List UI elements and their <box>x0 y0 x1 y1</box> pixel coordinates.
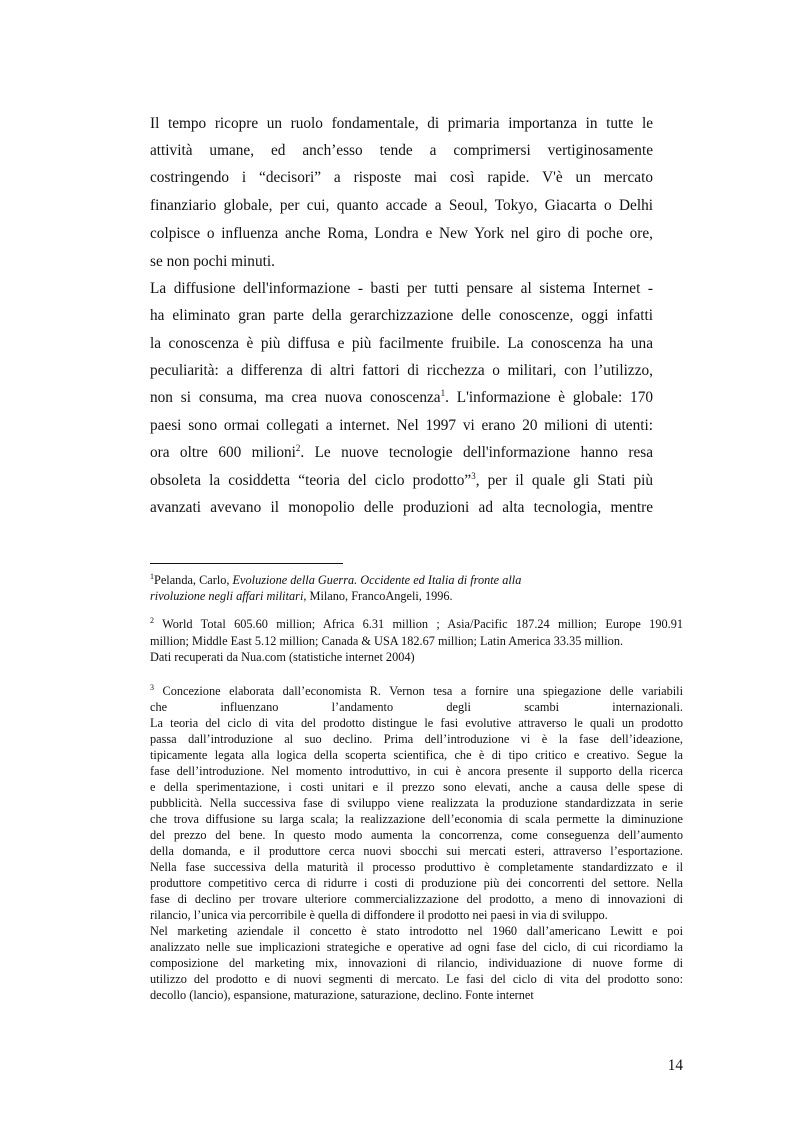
body-line: paesi sono ormai collegati a internet. Nel 1997 vi erano 20 milioni di utenti: <box>150 417 653 434</box>
footnote-line: e della sperimentazione, i costi unitari e il prezzo sono elevati, anche a causa delle spese di <box>150 780 683 794</box>
footnote-line <box>150 589 683 604</box>
footnote-ref-1[interactable]: 1 <box>440 387 446 398</box>
footnote-text: World Total 605.60 million; Africa 6.31 million ; Asia/Pacific 187.24 million; Europe 190.91 <box>162 617 683 631</box>
footnote-line: decollo (lancio), espansione, maturazione, saturazione, declino. Fonte internet <box>150 988 534 1002</box>
footnote-line: composizione del marketing mix, innovazioni di rilancio, individuazione di nuove forme di <box>150 956 683 970</box>
footnote-ref-3[interactable]: 3 <box>471 470 476 481</box>
body-line: finanziario globale, per cui, quanto accade a Seoul, Tokyo, Giacarta o Delhi <box>150 197 653 214</box>
footnote-title: rivoluzione negli affari militari <box>150 589 304 603</box>
body-line <box>150 471 653 491</box>
footnote-line: La teoria del ciclo di vita del prodotto distingue le fasi evolutive attraverso le quali un prodotto <box>150 716 683 730</box>
body-text-segment: , per il quale gli Stati più <box>475 472 653 489</box>
footnote-ref-2[interactable]: 2 <box>295 442 301 453</box>
footnote-marker: 2 <box>150 615 154 625</box>
footnote-author: Pelanda, Carlo, <box>154 573 233 587</box>
footnote-line: utilizzo del prodotto e di nuovi segmenti di mercato. Le fasi del ciclo di vita del prodotto sono: <box>150 972 683 986</box>
footnote-line: produttore competitivo cerca di ridurre i costi di produzione più dei concorrenti del settore. Nella <box>150 876 683 890</box>
body-line: se non pochi minuti. <box>150 253 275 270</box>
body-line <box>150 388 653 408</box>
body-text-segment: . L'informazione è globale: 170 <box>445 389 653 406</box>
body-text-segment: . Le nuove tecnologie dell'informazione hanno resa <box>300 444 653 461</box>
footnote-line: Nella fase successiva della maturità il processo produttivo è completamente standardizzato e il <box>150 860 683 874</box>
footnote-marker: 1 <box>150 571 154 581</box>
footnote-title: Evoluzione della Guerra. Occidente ed Italia di fronte alla <box>232 573 522 587</box>
body-line: costringendo i “decisori” a risposte mai così rapide. V'è un mercato <box>150 169 653 186</box>
footnote-line: rilancio, l’unica via percorribile è quella di diffondere il prodotto nei paesi in via di sviluppo. <box>150 908 608 922</box>
footnote-line: pubblicità. Nella successiva fase di sviluppo viene realizzata la produzione standardizzata in serie <box>150 796 683 810</box>
body-line <box>150 443 653 463</box>
footnote-publisher: , Milano, FrancoAngeli, 1996. <box>303 589 453 603</box>
footnote-line: passa dall’introduzione al suo declino. Prima dell’introduzione vi è la fase dell’ideazione, <box>150 732 683 746</box>
body-line: avanzati avevano il monopolio delle produzioni ad alta tecnologia, mentre <box>150 499 653 516</box>
footnote-text: Concezione elaborata dall’economista R. Vernon tesa a fornire una spiegazione delle variabili <box>162 684 683 698</box>
body-text-segment: non si consuma, ma crea nuova conoscenza <box>150 389 441 406</box>
footnote-line: analizzato nelle sue implicazioni strategiche e operative ad ogni fase del ciclo, di cui ricordiamo la <box>150 940 683 954</box>
footnote-line <box>150 573 683 588</box>
footnote-line <box>150 617 683 632</box>
footnote-separator <box>150 563 343 564</box>
body-line: attività umane, ed anch’esso tende a comprimersi vertiginosamente <box>150 142 653 159</box>
body-line: Il tempo ricopre un ruolo fondamentale, di primaria importanza in tutte le <box>150 115 653 132</box>
footnote-line: million; Middle East 5.12 million; Canada & USA 182.67 million; Latin America 33.35 million. <box>150 634 624 648</box>
body-text-segment: obsoleta la cosiddetta “teoria del ciclo prodotto” <box>150 472 472 489</box>
footnote-line: che trova diffusione su larga scala; la realizzazione dell’economia di scala permette la diminuzione <box>150 812 683 826</box>
footnote-line: fase dell’introduzione. Nel momento introduttivo, in cui è ancora presente il supporto della ricerca <box>150 764 683 778</box>
body-line: La diffusione dell'informazione - basti per tutti pensare al sistema Internet - <box>150 280 653 297</box>
footnote-line <box>150 684 683 699</box>
page-number: 14 <box>667 1057 683 1074</box>
body-line: ha eliminato gran parte della gerarchizzazione delle conoscenze, oggi infatti <box>150 307 653 324</box>
footnote-line: Dati recuperati da Nua.com (statistiche internet 2004) <box>150 650 415 664</box>
body-line: peculiarità: a differenza di altri fattori di ricchezza o militari, con l’utilizzo, <box>150 362 653 379</box>
footnote-line: tipicamente legata alla logica della scoperta scientifica, che è di tipo critico e creativo. Segue la <box>150 748 683 762</box>
body-line: la conoscenza è più diffusa e più facilmente fruibile. La conoscenza ha una <box>150 335 653 352</box>
body-line: colpisce o influenza anche Roma, Londra e New York nel giro di poche ore, <box>150 225 653 242</box>
footnote-line: Nel marketing aziendale il concetto è stato introdotto nel 1960 dall’americano Lewitt e poi <box>150 924 683 938</box>
footnote-line: che influenzano l’andamento degli scambi internazionali. <box>150 700 683 714</box>
footnote-line: della domanda, e il produttore cerca nuovi sbocchi sui mercati esteri, attraverso l’esportazione. <box>150 844 683 858</box>
body-text-segment: ora oltre 600 milioni <box>150 444 296 461</box>
footnote-line: fase di declino per trovare ulteriore commercializzazione del prodotto, a meno di innovazioni di <box>150 892 683 906</box>
footnote-line: del prezzo del bene. In questo modo aumenta la concorrenza, come conseguenza dell’aumento <box>150 828 683 842</box>
footnote-marker: 3 <box>150 682 154 692</box>
